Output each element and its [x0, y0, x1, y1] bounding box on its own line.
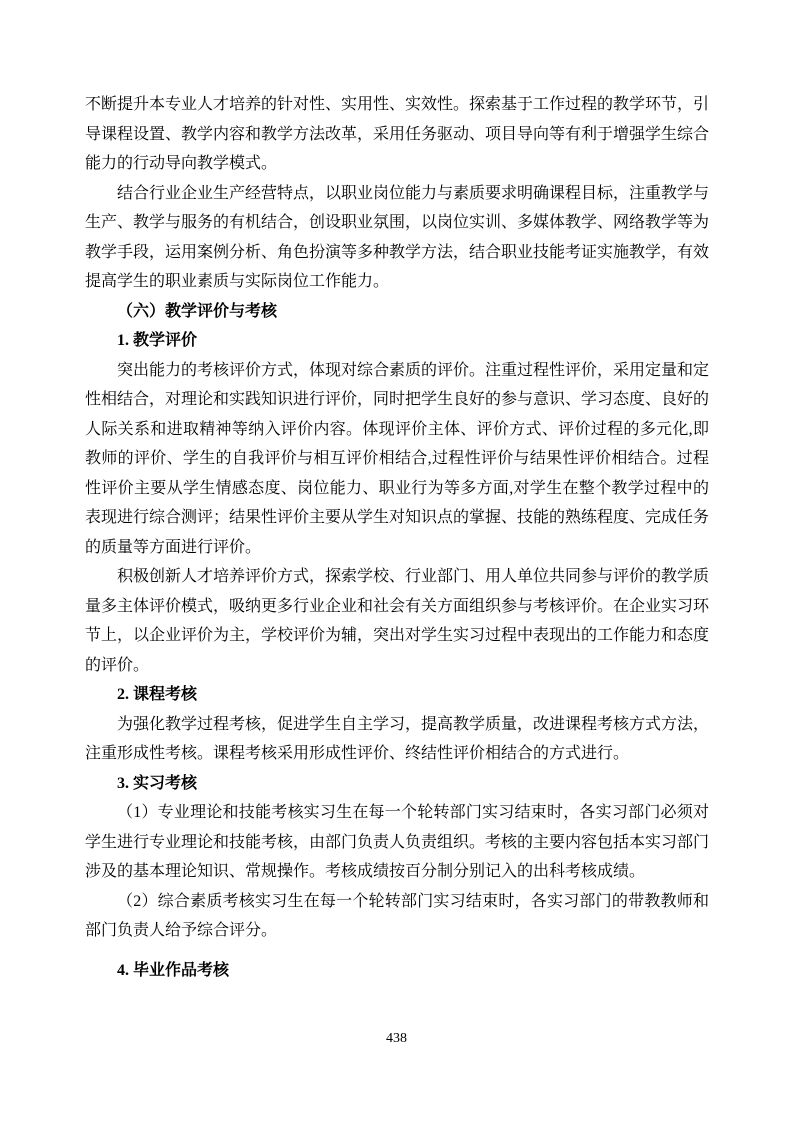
- subsection-heading-internship-assessment: 3. 实习考核: [117, 774, 198, 792]
- paragraph: 不断提升本专业人才培养的针对性、实用性、实效性。探索基于工作过程的教学环节，引导课程设置、教学内容和教学方法改革，采用任务驱动、项目导向等有利于增强学生综合能力的行动导向教学模式。: [85, 96, 710, 172]
- subsection-heading-course-assessment: 2. 课程考核: [117, 686, 198, 703]
- section-heading: （六）教学评价与考核: [117, 302, 278, 320]
- document-content: [85, 90, 709, 985]
- paragraph: 为强化教学过程考核，促进学生自主学习，提高教学质量，改进课程考核方式方法，注重形成性考核。课程考核采用形成性评价、终结性评价相结合的方式进行。: [85, 715, 710, 762]
- subsection-heading-teaching-evaluation: 1. 教学评价: [117, 332, 198, 349]
- paragraph: 结合行业企业生产经营特点，以职业岗位能力与素质要求明确课程目标，注重教学与生产、教学与服务的有机结合，创设职业氛围，以岗位实训、多媒体教学、网络教学等为教学手段，运用案例分析、角色扮演等多种教学方法，结合职业技能考证实施教学，有效提高学生的职业素质与实际岗位工作能力。: [85, 184, 710, 290]
- paragraph: 突出能力的考核评价方式，体现对综合素质的评价。注重过程性评价，采用定量和定性相结合，对理论和实践知识进行评价，同时把学生良好的参与意识、学习态度、良好的人际关系和进取精神等纳入评价内容。体现评价主体、评价方式、评价过程的多元化,即教师的评价、学生的自我评价与相互评价相结合,过程性评价与结果性评价相结合。过程性评价主要从学生情感态度、岗位能力、职业行为等多方面,对学生在整个教学过程中的表现进行综合测评；结果性评价主要从学生对知识点的掌握、技能的熟练程度、完成任务的质量等方面进行评价。: [85, 361, 710, 556]
- page-number: 438: [386, 1031, 407, 1046]
- paragraph: （1）专业理论和技能考核实习生在每一个轮转部门实习结束时，各实习部门必须对学生进行专业理论和技能考核，由部门负责人负责组织。考核的主要内容包括本实习部门涉及的基本理论知识、常规操作。考核成绩按百分制分别记入的出科考核成绩。: [85, 804, 710, 880]
- paragraph: （2）综合素质考核实习生在每一个轮转部门实习结束时，各实习部门的带教教师和部门负责人给予综合评分。: [85, 892, 709, 939]
- paragraph: 积极创新人才培养评价方式，探索学校、行业部门、用人单位共同参与评价的教学质量多主体评价模式，吸纳更多行业企业和社会有关方面组织参与考核评价。在企业实习环节上，以企业评价为主，学校评价为辅，突出对学生实习过程中表现出的工作能力和态度的评价。: [85, 568, 710, 674]
- subsection-heading-graduation-work-assessment: 4. 毕业作品考核: [117, 961, 230, 979]
